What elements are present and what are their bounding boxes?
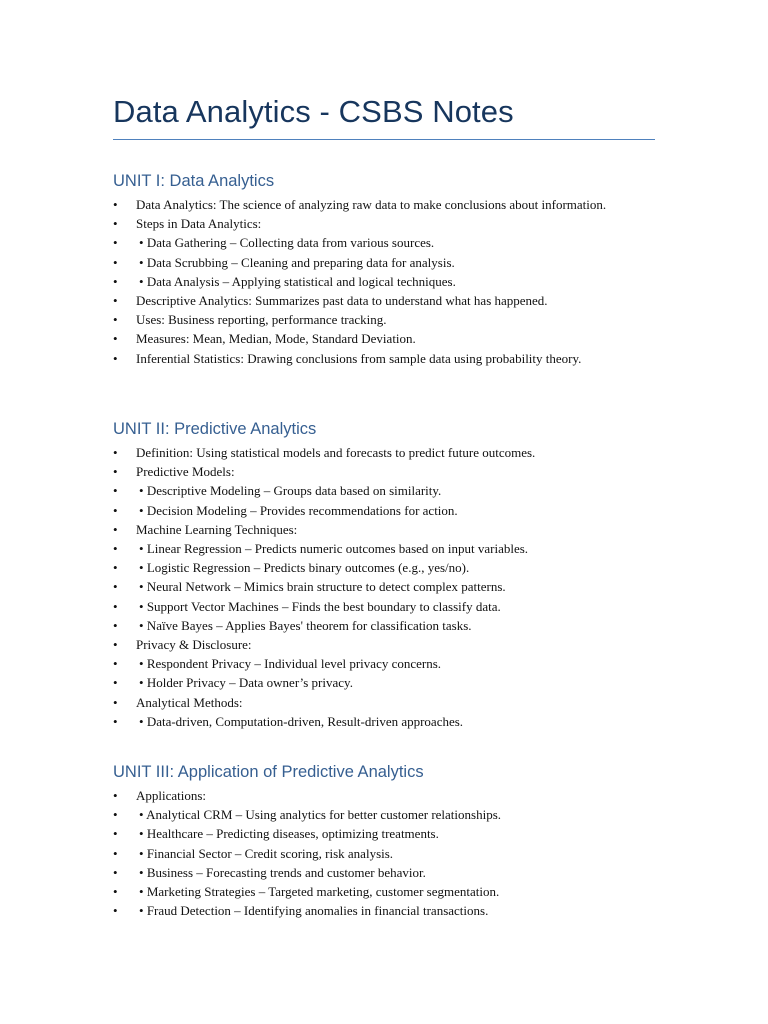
- section-unit-3: [113, 762, 673, 920]
- sub-list-item: [113, 844, 673, 863]
- list-item-text: Privacy & Disclosure:: [136, 637, 252, 653]
- bullet-icon: •: [113, 235, 118, 251]
- bullet-list: [113, 195, 673, 368]
- sub-bullet-icon: •: [139, 807, 144, 823]
- list-item-text: Steps in Data Analytics:: [136, 216, 262, 232]
- bullet-icon: •: [113, 521, 118, 537]
- list-item-text: Predictive Models:: [136, 464, 235, 480]
- sub-list-item: [113, 481, 673, 500]
- bullet-icon: •: [113, 713, 118, 729]
- bullet-icon: •: [113, 826, 118, 842]
- list-item-text: Healthcare – Predicting diseases, optimizing treatments.: [146, 826, 439, 842]
- sub-bullet-icon: •: [139, 675, 144, 691]
- bullet-icon: •: [113, 502, 118, 518]
- list-item-text: Data Gathering – Collecting data from various sources.: [146, 235, 435, 251]
- sub-list-item: [113, 712, 673, 731]
- list-item-text: Applications:: [136, 788, 207, 803]
- bullet-icon: •: [113, 656, 118, 672]
- section-unit-2: [113, 419, 673, 731]
- sub-bullet-icon: •: [139, 273, 144, 289]
- list-item-text: Business – Forecasting trends and customer behavior.: [146, 864, 426, 880]
- list-item-text: Descriptive Modeling – Groups data based on similarity.: [146, 483, 442, 499]
- list-item: [113, 693, 673, 712]
- title-underline: [113, 139, 655, 140]
- bullet-icon: •: [113, 694, 118, 710]
- sub-bullet-icon: •: [139, 483, 144, 499]
- list-item: [113, 635, 673, 654]
- sub-list-item: [113, 539, 673, 558]
- list-item-text: Machine Learning Techniques:: [136, 521, 298, 537]
- list-item: [113, 195, 636, 214]
- list-item-text: Data Scrubbing – Cleaning and preparing data for analysis.: [146, 254, 455, 270]
- sub-bullet-icon: •: [139, 826, 144, 842]
- bullet-icon: •: [113, 579, 118, 595]
- sub-list-item: [113, 654, 673, 673]
- sub-bullet-icon: •: [139, 845, 144, 861]
- list-item-text: Analytical Methods:: [136, 694, 243, 710]
- list-item-text: Decision Modeling – Provides recommendations for action.: [146, 502, 458, 518]
- bullet-icon: •: [113, 483, 118, 499]
- section-unit-1: [113, 171, 673, 368]
- bullet-icon: •: [113, 216, 118, 232]
- sub-list-item: [113, 882, 673, 901]
- sub-list-item: [113, 616, 673, 635]
- list-item: [113, 786, 673, 805]
- bullet-icon: •: [113, 197, 118, 212]
- sub-list-item: [113, 577, 673, 596]
- section-heading: UNIT I: Data Analytics: [113, 172, 275, 190]
- bullet-icon: •: [113, 807, 118, 823]
- bullet-icon: •: [113, 445, 118, 460]
- bullet-icon: •: [113, 331, 118, 347]
- sub-bullet-icon: •: [139, 903, 144, 919]
- sub-bullet-icon: •: [139, 541, 144, 557]
- bullet-icon: •: [113, 788, 118, 803]
- sub-bullet-icon: •: [139, 884, 144, 900]
- sub-bullet-icon: •: [139, 254, 144, 270]
- page-title: Data Analytics - CSBS Notes: [113, 94, 514, 129]
- sub-list-item: [113, 501, 673, 520]
- list-item-text: Uses: Business reporting, performance tracking.: [136, 312, 387, 328]
- sub-list-item: [113, 863, 673, 882]
- sub-bullet-icon: •: [139, 235, 144, 251]
- list-item-text: Linear Regression – Predicts numeric outcomes based on input variables.: [146, 541, 529, 557]
- sub-bullet-icon: •: [139, 560, 144, 576]
- sub-list-item: [113, 824, 673, 843]
- sub-list-item: [113, 558, 673, 577]
- list-item-text: Marketing Strategies – Targeted marketing, customer segmentation.: [146, 884, 500, 900]
- sub-bullet-icon: •: [139, 713, 144, 729]
- bullet-icon: •: [113, 560, 118, 576]
- list-item-text: Logistic Regression – Predicts binary outcomes (e.g., yes/no).: [146, 560, 470, 576]
- list-item: [113, 329, 673, 348]
- section-heading: UNIT III: Application of Predictive Analytics: [113, 763, 424, 781]
- bullet-icon: •: [113, 312, 118, 328]
- sub-bullet-icon: •: [139, 598, 144, 614]
- list-item-text: Data-driven, Computation-driven, Result-driven approaches.: [146, 713, 464, 729]
- sub-list-item: [113, 597, 673, 616]
- bullet-icon: •: [113, 254, 118, 270]
- bullet-icon: •: [113, 864, 118, 880]
- bullet-icon: •: [113, 637, 118, 653]
- list-item-text: Measures: Mean, Median, Mode, Standard Deviation.: [136, 331, 416, 347]
- sub-list-item: [113, 233, 673, 252]
- list-item-text: Definition: Using statistical models and forecasts to predict future outcomes.: [136, 445, 536, 460]
- sub-bullet-icon: •: [139, 617, 144, 633]
- sub-list-item: [113, 253, 673, 272]
- bullet-icon: •: [113, 464, 118, 480]
- bullet-icon: •: [113, 273, 118, 289]
- list-item-text: Neural Network – Mimics brain structure to detect complex patterns.: [146, 579, 506, 595]
- list-item: [113, 462, 673, 481]
- bullet-icon: •: [113, 884, 118, 900]
- list-item: [113, 310, 673, 329]
- sub-bullet-icon: •: [139, 656, 144, 672]
- sub-list-item: [113, 673, 673, 692]
- sub-bullet-icon: •: [139, 579, 144, 595]
- bullet-icon: •: [113, 350, 118, 366]
- list-item-text: Descriptive Analytics: Summarizes past data to understand what has happened.: [136, 293, 548, 309]
- bullet-icon: •: [113, 845, 118, 861]
- bullet-icon: •: [113, 541, 118, 557]
- sub-list-item: [113, 901, 673, 920]
- list-item: [113, 291, 673, 310]
- list-item: [113, 520, 673, 539]
- list-item-text: Holder Privacy – Data owner’s privacy.: [146, 675, 353, 691]
- list-item: [113, 349, 673, 368]
- bullet-icon: •: [113, 293, 118, 309]
- sub-list-item: [113, 805, 673, 824]
- bullet-icon: •: [113, 675, 118, 691]
- list-item-text: Fraud Detection – Identifying anomalies in financial transactions.: [146, 903, 489, 919]
- bullet-list: [113, 443, 673, 731]
- sub-bullet-icon: •: [139, 864, 144, 880]
- list-item: [113, 443, 673, 462]
- bullet-icon: •: [113, 903, 118, 919]
- bullet-icon: •: [113, 617, 118, 633]
- list-item-text: Data Analytics: The science of analyzing raw data to make conclusions about information.: [136, 197, 607, 212]
- section-heading: UNIT II: Predictive Analytics: [113, 420, 317, 438]
- bullet-icon: •: [113, 598, 118, 614]
- sub-list-item: [113, 272, 673, 291]
- bullet-list: [113, 786, 673, 920]
- list-item-text: Financial Sector – Credit scoring, risk analysis.: [146, 845, 394, 861]
- list-item-text: Inferential Statistics: Drawing conclusions from sample data using probability theory.: [136, 350, 582, 366]
- list-item: [113, 214, 673, 233]
- list-item-text: Analytical CRM – Using analytics for better customer relationships.: [146, 807, 502, 823]
- sub-bullet-icon: •: [139, 502, 144, 518]
- list-item-text: Support Vector Machines – Finds the best boundary to classify data.: [146, 598, 501, 614]
- list-item-text: Naïve Bayes – Applies Bayes' theorem for classification tasks.: [146, 617, 472, 633]
- list-item-text: Respondent Privacy – Individual level privacy concerns.: [146, 656, 442, 672]
- list-item-text: Data Analysis – Applying statistical and logical techniques.: [146, 273, 456, 289]
